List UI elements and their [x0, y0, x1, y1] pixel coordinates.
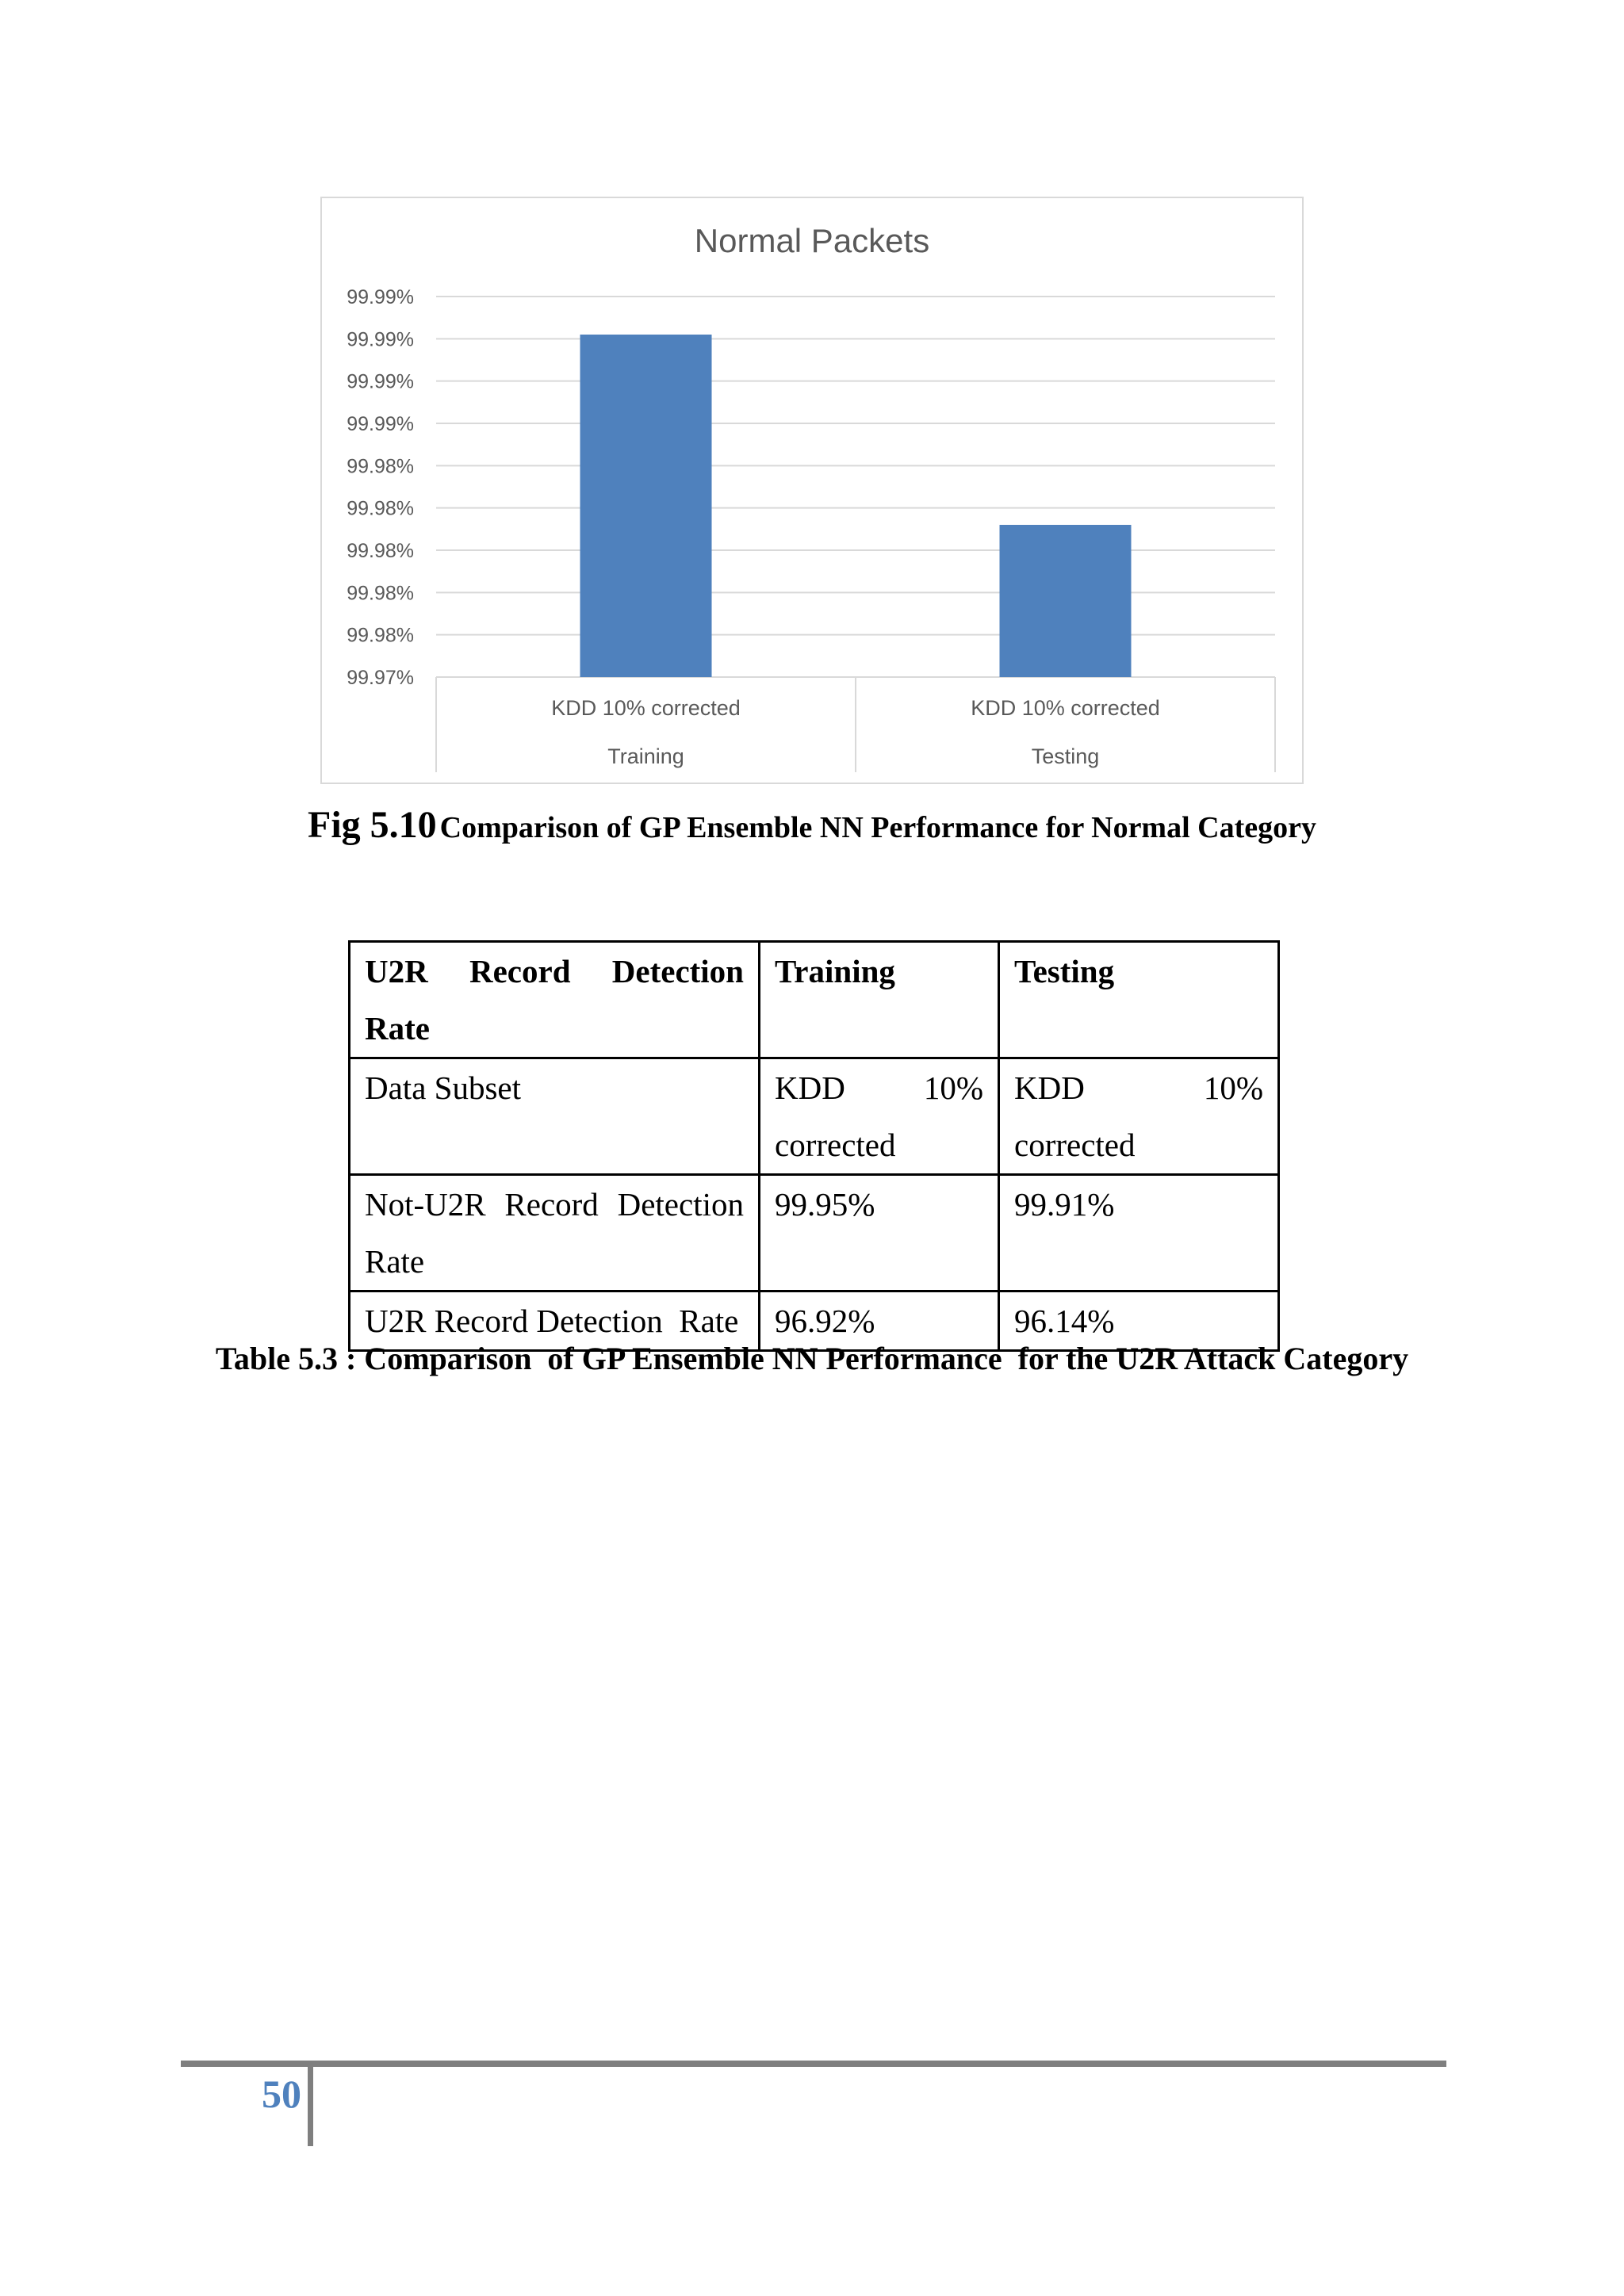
table-cell: 99.95% — [760, 1175, 999, 1292]
y-tick-label: 99.98% — [347, 455, 414, 478]
table-header-cell: Testing — [999, 942, 1279, 1058]
chart-title: Normal Packets — [694, 222, 930, 259]
table-cell: 99.91% — [999, 1175, 1279, 1292]
y-tick-label: 99.98% — [347, 582, 414, 605]
figure-caption-text: Comparison of GP Ensemble NN Performance for Normal Category — [439, 811, 1316, 844]
figure-caption — [0, 803, 1624, 847]
y-tick-label: 99.99% — [347, 413, 414, 435]
y-tick-label: 99.98% — [347, 624, 414, 647]
x-category-label: KDD 10% corrected — [551, 696, 741, 720]
table-cell: 96.92% — [760, 1292, 999, 1351]
chart-canvas — [322, 198, 1302, 783]
bar-chart — [320, 197, 1304, 784]
x-category-group-label: Testing — [1031, 744, 1100, 768]
y-tick-label: 99.98% — [347, 540, 414, 562]
y-tick-label: 99.98% — [347, 497, 414, 520]
page-number: 50 — [262, 2072, 301, 2116]
table-header-cell: U2R Record Detection Rate — [350, 942, 760, 1058]
table-cell: KDD 10% corrected — [760, 1058, 999, 1175]
y-tick-label: 99.99% — [347, 370, 414, 393]
table-row — [350, 1058, 1279, 1175]
chart-bars — [580, 335, 1132, 677]
y-tick-label: 99.99% — [347, 328, 414, 351]
y-tick-label: 99.97% — [347, 667, 414, 689]
table-cell: Data Subset — [350, 1058, 760, 1175]
table-cell: KDD 10% corrected — [999, 1058, 1279, 1175]
x-axis-categories — [436, 677, 1275, 772]
table-cell: Not-U2R Record Detection Rate — [350, 1175, 760, 1292]
y-axis-ticks — [347, 286, 414, 689]
bar — [580, 335, 712, 677]
table-header-row — [350, 942, 1279, 1058]
figure-number: Fig 5.10 — [308, 804, 437, 846]
table-cell: U2R Record Detection Rate — [350, 1292, 760, 1351]
bar — [1000, 525, 1132, 677]
x-category-group-label: Training — [607, 744, 684, 768]
footer-rule — [181, 2061, 1446, 2067]
x-category-label: KDD 10% corrected — [971, 696, 1160, 720]
footer-divider — [308, 2067, 313, 2146]
table-caption: Table 5.3 : Comparison of GP Ensemble NN Performance for the U2R Attack Category — [215, 1341, 1409, 1376]
chart-grid — [436, 297, 1275, 677]
table-cell: 96.14% — [999, 1292, 1279, 1351]
y-tick-label: 99.99% — [347, 286, 414, 308]
results-table — [348, 940, 1280, 1352]
table-header-cell: Training — [760, 942, 999, 1058]
table-row — [350, 1175, 1279, 1292]
